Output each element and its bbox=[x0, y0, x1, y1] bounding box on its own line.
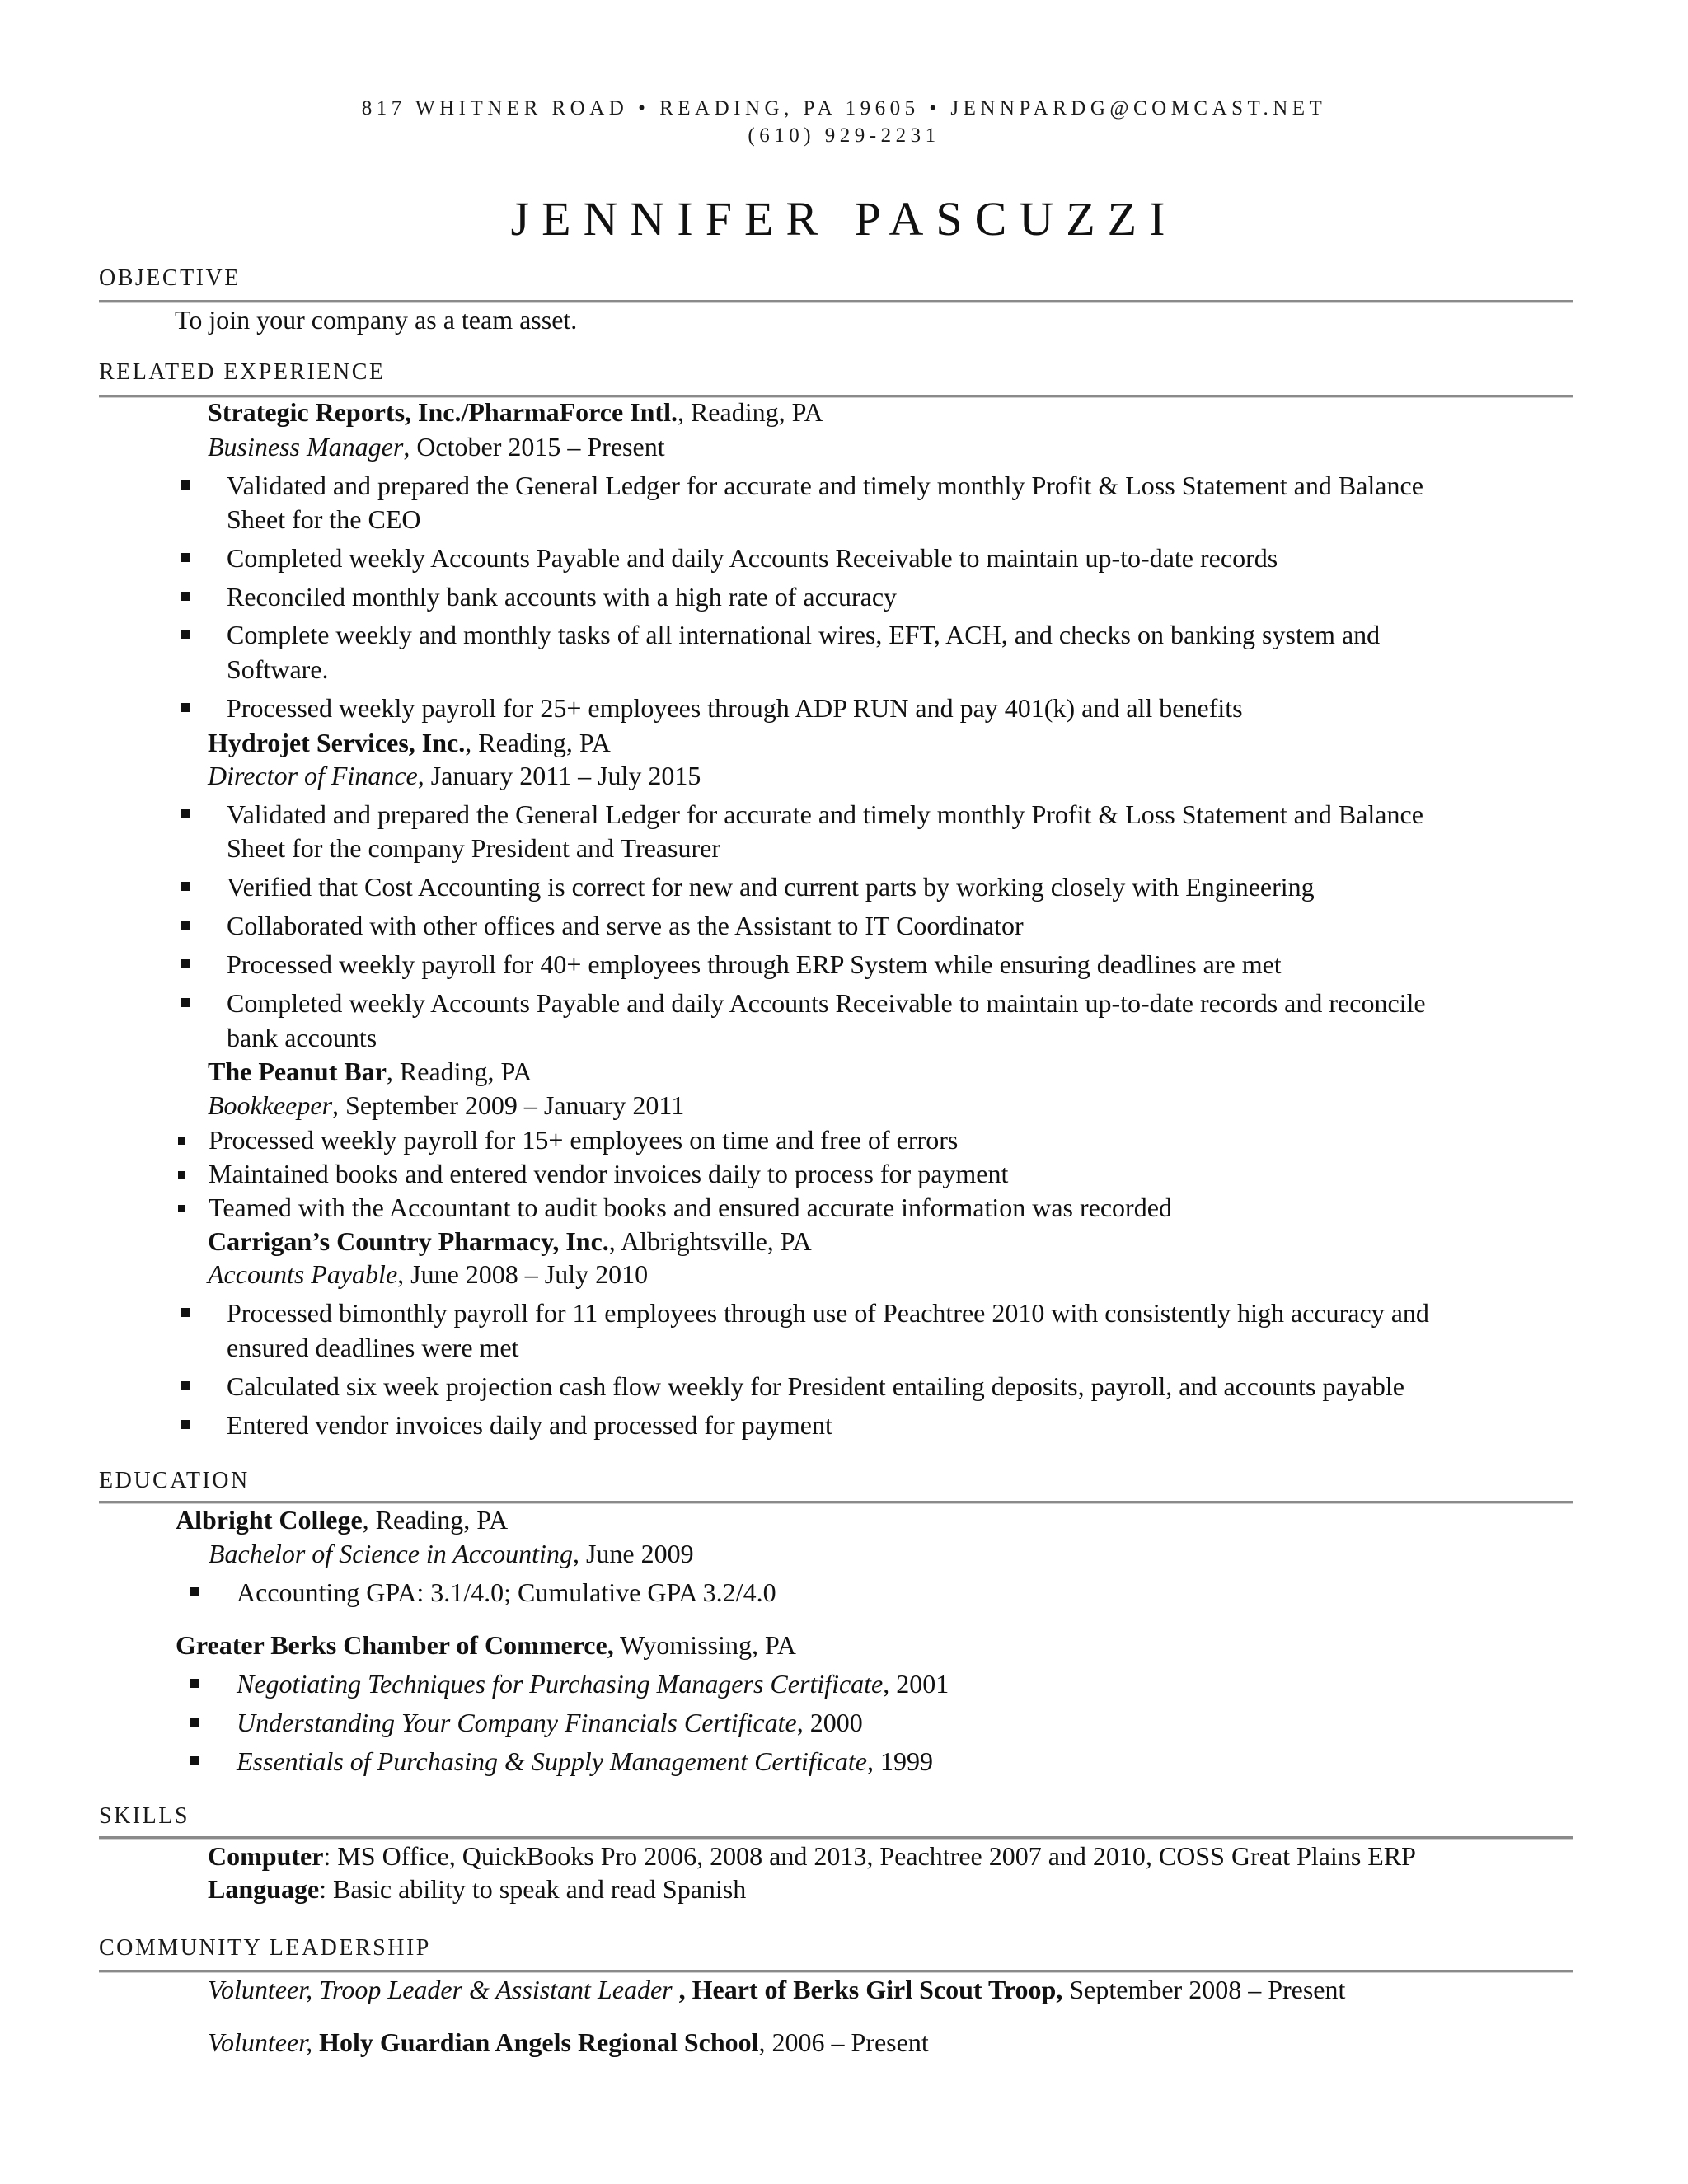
objective-text: To join your company as a team asset. bbox=[175, 305, 578, 335]
bullet-icon bbox=[181, 630, 190, 639]
list-item: Reconciled monthly bank accounts with a high rate of accuracy bbox=[227, 582, 898, 612]
volunteer-role: Volunteer, Troop Leader & Assistant Leader bbox=[208, 1975, 679, 2004]
section-heading-skills: SKILLS bbox=[99, 1803, 190, 1829]
certificate-year: , 1999 bbox=[866, 1746, 933, 1776]
company-name: The Peanut Bar bbox=[208, 1057, 387, 1086]
company-location: , Reading, PA bbox=[465, 728, 611, 757]
school-header bbox=[176, 1629, 796, 1661]
bullet-icon bbox=[181, 703, 190, 712]
bullet-icon bbox=[181, 998, 190, 1007]
job-title: Director of Finance bbox=[208, 761, 418, 790]
bullet-icon bbox=[181, 1308, 190, 1317]
organization-name: Holy Guardian Angels Regional School bbox=[312, 2027, 759, 2057]
degree-name: Bachelor of Science in Accounting bbox=[209, 1539, 573, 1568]
bullet-icon bbox=[181, 592, 190, 601]
volunteer-dates: , 2006 – Present bbox=[758, 2027, 929, 2057]
section-heading-education: EDUCATION bbox=[99, 1468, 250, 1493]
list-item-continuation: Sheet for the CEO bbox=[227, 504, 421, 534]
bullet-icon bbox=[178, 1205, 185, 1212]
list-item: Verified that Cost Accounting is correct for new and current parts by working closely with Engineering bbox=[227, 872, 1315, 902]
list-item: Processed weekly payroll for 25+ employees through ADP RUN and pay 401(k) and all benefits bbox=[227, 693, 1243, 723]
skill-label: Language bbox=[208, 1874, 320, 1904]
job-title: Accounts Payable bbox=[208, 1259, 398, 1289]
job-header bbox=[208, 396, 823, 429]
list-item: Validated and prepared the General Ledger for accurate and timely monthly Profit & Loss Statement and Balance bbox=[227, 799, 1423, 829]
phone-number: (610) 929-2231 bbox=[748, 124, 940, 147]
list-item: Accounting GPA: 3.1/4.0; Cumulative GPA 3.2/4.0 bbox=[237, 1577, 776, 1607]
school-header bbox=[176, 1503, 508, 1536]
organization-name: , Heart of Berks Girl Scout Troop, bbox=[678, 1975, 1063, 2004]
list-item: Teamed with the Accountant to audit books and ensured accurate information was recorded bbox=[209, 1193, 1172, 1222]
job-role-line bbox=[208, 430, 665, 463]
skill-value: : MS Office, QuickBooks Pro 2006, 2008 and 2013, Peachtree 2007 and 2010, COSS Great Plains ERP bbox=[323, 1841, 1416, 1871]
bullet-icon bbox=[181, 1381, 190, 1390]
job-dates: , October 2015 – Present bbox=[403, 432, 665, 462]
candidate-name: JENNIFER PASCUZZI bbox=[510, 192, 1178, 246]
list-item: Complete weekly and monthly tasks of all international wires, EFT, ACH, and checks on banking system and bbox=[227, 620, 1381, 649]
list-item: Completed weekly Accounts Payable and daily Accounts Receivable to maintain up-to-date records and reconcile bbox=[227, 988, 1426, 1018]
volunteer-role: Volunteer, bbox=[208, 2027, 313, 2057]
bullet-icon bbox=[181, 480, 190, 490]
company-location: , Albrightsville, PA bbox=[608, 1226, 812, 1256]
bullet-icon bbox=[181, 553, 190, 562]
skill-label: Computer bbox=[208, 1841, 324, 1871]
job-dates: , June 2008 – July 2010 bbox=[397, 1259, 649, 1289]
bullet-icon bbox=[181, 921, 190, 930]
job-role-line bbox=[208, 1089, 684, 1122]
bullet-icon bbox=[190, 1756, 199, 1765]
company-location: , Reading, PA bbox=[386, 1057, 532, 1086]
job-header bbox=[208, 1055, 532, 1088]
job-title: Business Manager bbox=[208, 432, 404, 462]
skill-row bbox=[208, 1872, 746, 1905]
school-location: , Reading, PA bbox=[362, 1505, 509, 1535]
list-item-continuation: Sheet for the company President and Treasurer bbox=[227, 833, 720, 863]
company-name: Strategic Reports, Inc./PharmaForce Intl. bbox=[208, 397, 678, 427]
degree-date: , June 2009 bbox=[572, 1539, 694, 1568]
skill-row bbox=[208, 1840, 1416, 1872]
bullet-icon bbox=[181, 959, 190, 968]
school-name: Greater Berks Chamber of Commerce, bbox=[176, 1630, 614, 1660]
bullet-icon bbox=[181, 809, 190, 818]
company-location: , Reading, PA bbox=[677, 397, 823, 427]
list-item bbox=[237, 1706, 863, 1739]
job-dates: , January 2011 – July 2015 bbox=[417, 761, 701, 790]
list-item: Entered vendor invoices daily and processed for payment bbox=[227, 1410, 832, 1440]
bullet-icon bbox=[178, 1171, 185, 1179]
school-name: Albright College bbox=[176, 1505, 363, 1535]
list-item bbox=[237, 1745, 933, 1778]
list-item: Completed weekly Accounts Payable and daily Accounts Receivable to maintain up-to-date records bbox=[227, 543, 1278, 573]
bullet-icon bbox=[190, 1587, 199, 1596]
community-item bbox=[208, 1973, 1345, 2006]
list-item-continuation: ensured deadlines were met bbox=[227, 1333, 519, 1362]
certificate-title: Essentials of Purchasing & Supply Management Certificate bbox=[237, 1746, 867, 1776]
list-item: Collaborated with other offices and serve as the Assistant to IT Coordinator bbox=[227, 911, 1024, 940]
job-header bbox=[208, 1225, 812, 1258]
list-item-continuation: Software. bbox=[227, 654, 329, 684]
skill-value: : Basic ability to speak and read Spanish bbox=[319, 1874, 747, 1904]
bullet-icon bbox=[181, 882, 190, 891]
section-heading-community: COMMUNITY LEADERSHIP bbox=[99, 1935, 431, 1961]
list-item: Calculated six week projection cash flow weekly for President entailing deposits, payroll, and accounts payable bbox=[227, 1371, 1404, 1401]
list-item: Processed weekly payroll for 40+ employees through ERP System while ensuring deadlines are met bbox=[227, 949, 1282, 979]
list-item: Maintained books and entered vendor invoices daily to process for payment bbox=[209, 1159, 1009, 1188]
job-dates: , September 2009 – January 2011 bbox=[332, 1090, 685, 1120]
list-item bbox=[237, 1667, 949, 1700]
job-header bbox=[208, 726, 611, 759]
job-title: Bookkeeper bbox=[208, 1090, 333, 1120]
certificate-year: , 2000 bbox=[796, 1708, 863, 1737]
bullet-icon bbox=[190, 1679, 199, 1688]
section-heading-experience: RELATED EXPERIENCE bbox=[99, 359, 386, 385]
bullet-icon bbox=[190, 1718, 199, 1727]
job-role-line bbox=[208, 1258, 648, 1291]
list-item: Validated and prepared the General Ledger for accurate and timely monthly Profit & Loss Statement and Balance bbox=[227, 471, 1423, 500]
certificate-title: Understanding Your Company Financials Certificate bbox=[237, 1708, 797, 1737]
degree-line bbox=[209, 1537, 694, 1570]
school-location: Wyomissing, PA bbox=[613, 1630, 796, 1660]
contact-line: 817 WHITNER ROAD • READING, PA 19605 • JENNPARDG@COMCAST.NET bbox=[361, 97, 1327, 120]
volunteer-dates: September 2008 – Present bbox=[1062, 1975, 1346, 2004]
section-heading-objective: OBJECTIVE bbox=[99, 265, 241, 291]
certificate-year: , 2001 bbox=[883, 1669, 950, 1699]
certificate-title: Negotiating Techniques for Purchasing Managers Certificate bbox=[237, 1669, 884, 1699]
company-name: Hydrojet Services, Inc. bbox=[208, 728, 466, 757]
list-item: Processed weekly payroll for 15+ employees on time and free of errors bbox=[209, 1125, 959, 1155]
list-item: Processed bimonthly payroll for 11 employees through use of Peachtree 2010 with consistently high accuracy and bbox=[227, 1298, 1429, 1328]
job-role-line bbox=[208, 759, 701, 792]
bullet-icon bbox=[178, 1137, 185, 1145]
list-item-continuation: bank accounts bbox=[227, 1023, 377, 1052]
company-name: Carrigan’s Country Pharmacy, Inc. bbox=[208, 1226, 609, 1256]
community-item bbox=[208, 2026, 929, 2059]
bullet-icon bbox=[181, 1420, 190, 1429]
